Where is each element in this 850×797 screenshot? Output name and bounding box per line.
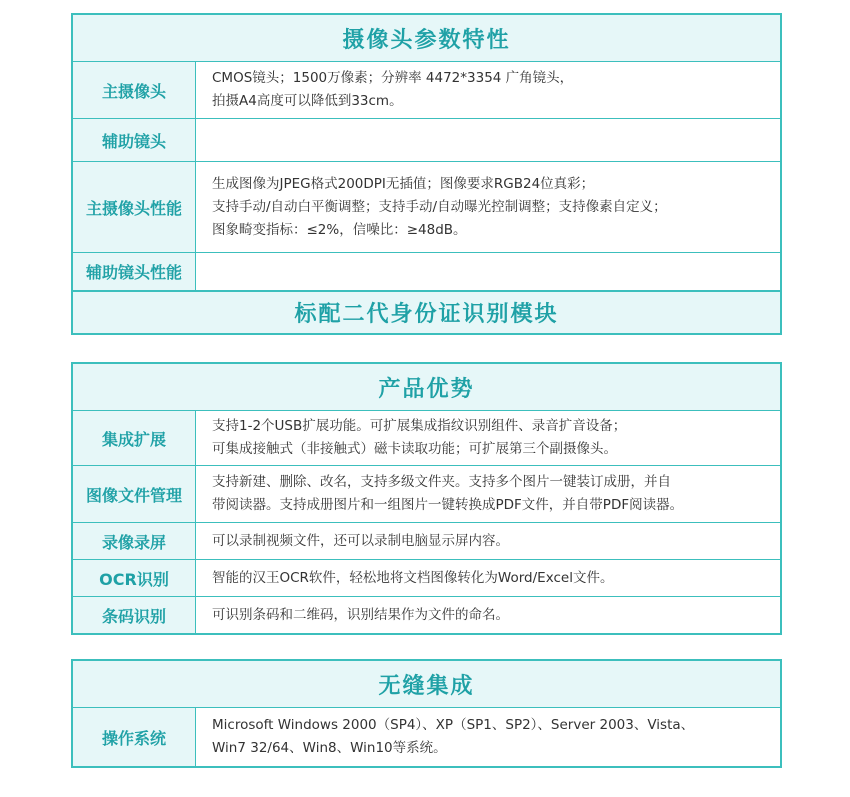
camera-spec-title: 摄像头参数特性 — [73, 15, 780, 62]
value-line: 拍摄A4高度可以降低到33cm。 — [212, 93, 403, 109]
row-label: 录像录屏 — [73, 523, 196, 559]
row-label: OCR识别 — [73, 560, 196, 596]
integration-table — [71, 659, 782, 768]
value-line: Microsoft Windows 2000（SP4）、XP（SP1、SP2）、Server 2003、Vista、 — [212, 717, 695, 733]
row-label: 操作系统 — [73, 708, 196, 766]
integration-title: 无缝集成 — [73, 661, 780, 708]
table-row — [73, 119, 780, 162]
row-value — [196, 560, 780, 596]
table-row — [73, 62, 780, 119]
row-label: 图像文件管理 — [73, 466, 196, 522]
row-label: 条码识别 — [73, 597, 196, 633]
value-line: 生成图像为JPEG格式200DPI无插值；图像要求RGB24位真彩； — [212, 175, 595, 192]
row-value — [196, 162, 780, 252]
table-row — [73, 708, 780, 766]
row-label: 辅助镜头性能 — [73, 253, 196, 290]
row-value — [196, 597, 780, 633]
table-row — [73, 253, 780, 291]
table-row — [73, 523, 780, 560]
value-line: 可集成接触式（非接触式）磁卡读取功能；可扩展第三个副摄像头。 — [212, 441, 617, 457]
value-line: 支持手动/自动白平衡调整；支持手动/自动曝光控制调整；支持像素自定义； — [212, 198, 667, 215]
table-row — [73, 162, 780, 253]
value-line: 支持新建、删除、改名，支持多级文件夹。支持多个图片一键装订成册，并自 — [212, 474, 671, 490]
value-line: 图象畸变指标：≤2%，信噪比：≥48dB。 — [212, 221, 467, 238]
table-row — [73, 411, 780, 466]
row-value — [196, 411, 780, 465]
id-card-module-banner: 标配二代身份证识别模块 — [73, 291, 780, 333]
row-value — [196, 708, 780, 766]
advantages-title: 产品优势 — [73, 364, 780, 411]
advantages-table — [71, 362, 782, 635]
value-line: CMOS镜头；1500万像素；分辨率 4472*3354 广角镜头， — [212, 70, 574, 86]
value-line: 支持1-2个USB扩展功能。可扩展集成指纹识别组件、录音扩音设备； — [212, 418, 627, 434]
table-row — [73, 466, 780, 523]
row-label: 辅助镜头 — [73, 119, 196, 161]
row-label: 主摄像头 — [73, 62, 196, 118]
table-row — [73, 560, 780, 597]
value-line: 带阅读器。支持成册图片和一组图片一键转换成PDF文件，并自带PDF阅读器。 — [212, 497, 684, 513]
value-line: Win7 32/64、Win8、Win10等系统。 — [212, 740, 447, 756]
row-value — [196, 62, 780, 118]
row-value — [196, 523, 780, 559]
value-line: 智能的汉王OCR软件，轻松地将文档图像转化为Word/Excel文件。 — [212, 569, 614, 586]
row-label: 主摄像头性能 — [73, 162, 196, 252]
row-label: 集成扩展 — [73, 411, 196, 465]
row-value — [196, 253, 780, 290]
camera-spec-table — [71, 13, 782, 335]
row-value — [196, 466, 780, 522]
row-value — [196, 119, 780, 161]
value-line: 可识别条码和二维码，识别结果作为文件的命名。 — [212, 606, 509, 623]
value-line: 可以录制视频文件，还可以录制电脑显示屏内容。 — [212, 532, 509, 549]
table-row — [73, 597, 780, 633]
